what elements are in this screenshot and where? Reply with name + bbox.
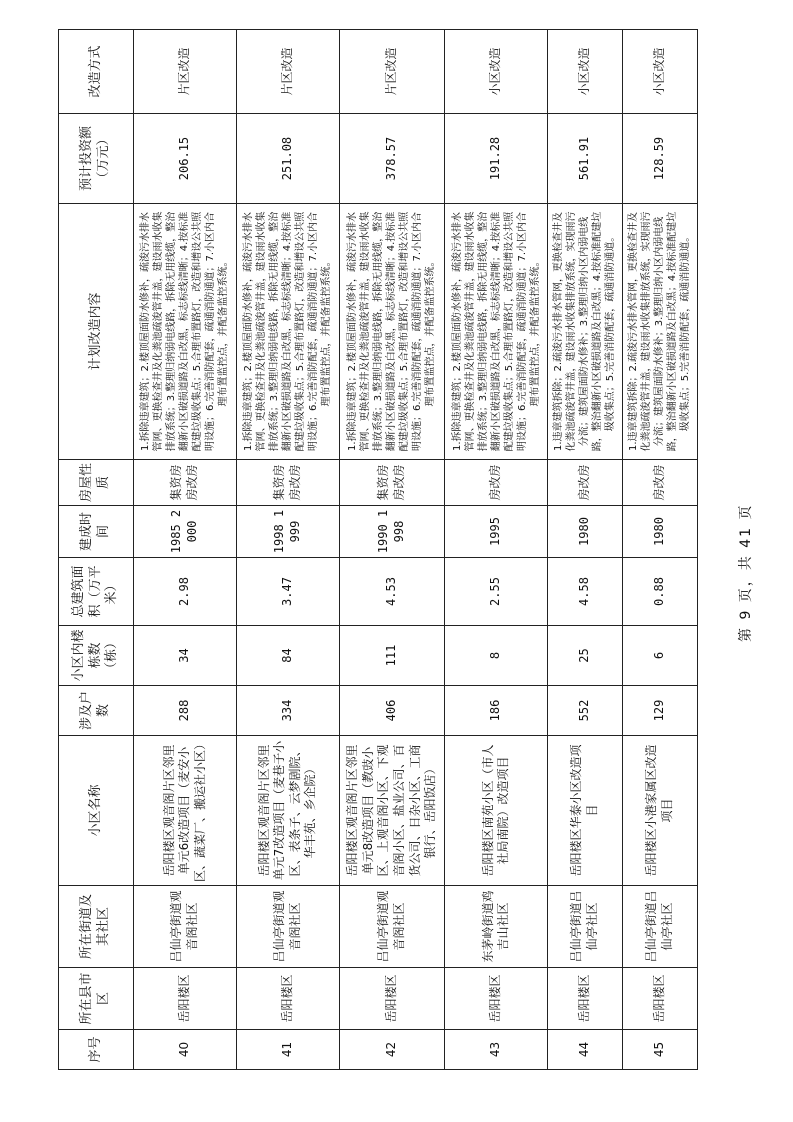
cell-plan: 1.违章建筑拆除；2.疏浚污水排水管网，更换检查井及化粪池疏浚管井盖，建设雨水收集排放系统，实现雨污分流；建筑屋面防水修补；3.整理归纳小区内弱电线路，整治翻新小区破损道路及白改黑；4.按标准配建垃圾收集点；5.完善消防配套，疏通消防通道。 [548, 204, 623, 460]
cell-county: 岳阳楼区 [339, 968, 445, 1030]
cell-seq: 45 [622, 1030, 697, 1070]
table-row [445, 30, 548, 1070]
cell-buildings: 34 [134, 626, 237, 686]
cell-built: 1980 [548, 506, 623, 558]
cell-name: 岳阳楼区观音阁片区邻里单元6改造项目（麦安小区、蔬菜厂、搬运社小区） [134, 736, 237, 886]
cell-built: 1980 [622, 506, 697, 558]
cell-nature: 集资房房改房 [134, 460, 237, 506]
cell-built: 1998 1999 [236, 506, 339, 558]
cell-buildings: 25 [548, 626, 623, 686]
cell-street: 吕仙亭街道观音阁社区 [134, 886, 237, 968]
cell-buildings: 8 [445, 626, 548, 686]
header-built: 建成时间 [59, 506, 134, 558]
cell-county: 岳阳楼区 [445, 968, 548, 1030]
cell-seq: 43 [445, 1030, 548, 1070]
cell-plan: 1.拆除违章建筑；2.楼顶屋面防水修补，疏浚污水排水管网、更换检查井及化粪池疏浚管井盖，建设雨水收集排放系统；3.整理归纳弱电线路，拆除无用线缆，整治翻新小区破损道路及白改黑，标志标线清晰；4.按标准配建垃圾收集点；5.合理布置路灯，改造和增设公共照明设施；6.完善消防配套，疏通消防通道；7.小区内合理布置监控点，并配备监控系统。 [236, 204, 339, 460]
cell-street: 吕仙亭街道观音阁社区 [236, 886, 339, 968]
cell-street: 吕仙亭街道吕仙亭社区 [622, 886, 697, 968]
cell-area: 4.53 [339, 558, 445, 626]
header-seq: 序号 [59, 1030, 134, 1070]
cell-county: 岳阳楼区 [134, 968, 237, 1030]
header-nature: 房屋性质 [59, 460, 134, 506]
cell-name: 岳阳楼区华泰小区改造项目 [548, 736, 623, 886]
cell-invest: 191.28 [445, 114, 548, 204]
cell-households: 129 [622, 686, 697, 736]
cell-nature: 集资房房改房 [236, 460, 339, 506]
cell-mode: 片区改造 [236, 30, 339, 114]
cell-seq: 40 [134, 1030, 237, 1070]
table-row [548, 30, 623, 1070]
cell-households: 288 [134, 686, 237, 736]
header-households: 涉及户数 [59, 686, 134, 736]
header-name: 小区名称 [59, 736, 134, 886]
header-buildings: 小区内楼栋数（栋） [59, 626, 134, 686]
cell-seq: 41 [236, 1030, 339, 1070]
cell-mode: 小区改造 [548, 30, 623, 114]
header-row [59, 30, 134, 1070]
cell-name: 岳阳楼区南苑小区（市人社局南院）改造项目 [445, 736, 548, 886]
cell-county: 岳阳楼区 [622, 968, 697, 1030]
cell-mode: 小区改造 [622, 30, 697, 114]
header-area: 总建筑面积（万平米） [59, 558, 134, 626]
cell-built: 1990 1998 [339, 506, 445, 558]
cell-built: 1985 2000 [134, 506, 237, 558]
cell-mode: 片区改造 [339, 30, 445, 114]
renovation-table [58, 29, 698, 1070]
cell-mode: 片区改造 [134, 30, 237, 114]
cell-name: 岳阳楼区观音阁片区邻里单元8改造项目（教豉小区、上观音阁小区、下观音阁小区、盐业公司、百货公司、日杂小区、工商银行、岳阳饭店） [339, 736, 445, 886]
cell-invest: 561.91 [548, 114, 623, 204]
cell-buildings: 6 [622, 626, 697, 686]
cell-plan: 1.拆除违章建筑；2.楼顶屋面防水修补，疏浚污水排水管网、更换检查井及化粪池疏浚管井盖，建设雨水收集排放系统；3.整理归纳弱电线路，拆除无用线缆，整治翻新小区破损道路及白改黑，标志标线清晰；4.按标准配建垃圾收集点；5.合理布置路灯，改造和增设公共照明设施；6.完善消防配套，疏通消防通道；7.小区内合理布置监控点，并配备监控系统。 [134, 204, 237, 460]
cell-area: 2.98 [134, 558, 237, 626]
cell-buildings: 84 [236, 626, 339, 686]
cell-invest: 251.08 [236, 114, 339, 204]
cell-plan: 1.拆除违章建筑；2.楼顶屋面防水修补，疏浚污水排水管网、更换检查井及化粪池疏浚管井盖，建设雨水收集排放系统；3.整理归纳弱电线路，拆除无用线缆，整治翻新小区破损道路及白改黑，标志标线清晰；4.按标准配建垃圾收集点；5.合理布置路灯，改造和增设公共照明设施；6.完善消防配套，疏通消防通道；7.小区内合理布置监控点，并配备监控系统。 [445, 204, 548, 460]
cell-households: 334 [236, 686, 339, 736]
cell-nature: 房改房 [445, 460, 548, 506]
cell-street: 东茅岭街道鸡吉山社区 [445, 886, 548, 968]
cell-street: 吕仙亭街道观音阁社区 [339, 886, 445, 968]
cell-name: 岳阳楼区观音阁片区邻里单元7改造项目（麦巷子小区、表条子、云梦剧院、华丰苑、乡企院） [236, 736, 339, 886]
cell-households: 186 [445, 686, 548, 736]
cell-county: 岳阳楼区 [548, 968, 623, 1030]
cell-mode: 小区改造 [445, 30, 548, 114]
header-invest: 预计投资额（万元） [59, 114, 134, 204]
cell-built: 1995 [445, 506, 548, 558]
cell-plan: 1.违章建筑拆除；2.疏浚污水排水管网，更换检查井及化粪池疏浚管井盖，建设雨水收集排放系统，实现雨污分流；建筑屋面防水修补；3.整理归纳小区内弱电线路，整治翻新小区破损道路及白改黑；4.按标准配建垃圾收集点；5.完善消防配套，疏通消防通道。 [622, 204, 697, 460]
cell-nature: 集资房房改房 [339, 460, 445, 506]
cell-invest: 378.57 [339, 114, 445, 204]
page-number: 第 9 页，共 41 页 [738, 503, 754, 642]
table-row [134, 30, 237, 1070]
cell-buildings: 111 [339, 626, 445, 686]
cell-plan: 1.拆除违章建筑；2.楼顶屋面防水修补，疏浚污水排水管网、更换检查井及化粪池疏浚管井盖，建设雨水收集排放系统；3.整理归纳弱电线路，拆除无用线缆，整治翻新小区破损道路及白改黑，标志标线清晰；4.按标准配建垃圾收集点；5.合理布置路灯，改造和增设公共照明设施；6.完善消防配套，疏通消防通道；7.小区内合理布置监控点，并配备监控系统。 [339, 204, 445, 460]
cell-nature: 房改房 [622, 460, 697, 506]
header-county: 所在县市区 [59, 968, 134, 1030]
cell-invest: 206.15 [134, 114, 237, 204]
cell-households: 406 [339, 686, 445, 736]
cell-county: 岳阳楼区 [236, 968, 339, 1030]
cell-seq: 44 [548, 1030, 623, 1070]
table-row [339, 30, 445, 1070]
cell-street: 吕仙亭街道吕仙亭社区 [548, 886, 623, 968]
cell-invest: 128.59 [622, 114, 697, 204]
cell-area: 4.58 [548, 558, 623, 626]
cell-households: 552 [548, 686, 623, 736]
cell-nature: 房改房 [548, 460, 623, 506]
cell-area: 0.88 [622, 558, 697, 626]
table-row [236, 30, 339, 1070]
header-mode: 改造方式 [59, 30, 134, 114]
cell-area: 3.47 [236, 558, 339, 626]
table-row [622, 30, 697, 1070]
cell-area: 2.55 [445, 558, 548, 626]
header-street: 所在街道及其社区 [59, 886, 134, 968]
cell-seq: 42 [339, 1030, 445, 1070]
cell-name: 岳阳楼区小港家属区改造项目 [622, 736, 697, 886]
header-plan: 计划改造内容 [59, 204, 134, 460]
